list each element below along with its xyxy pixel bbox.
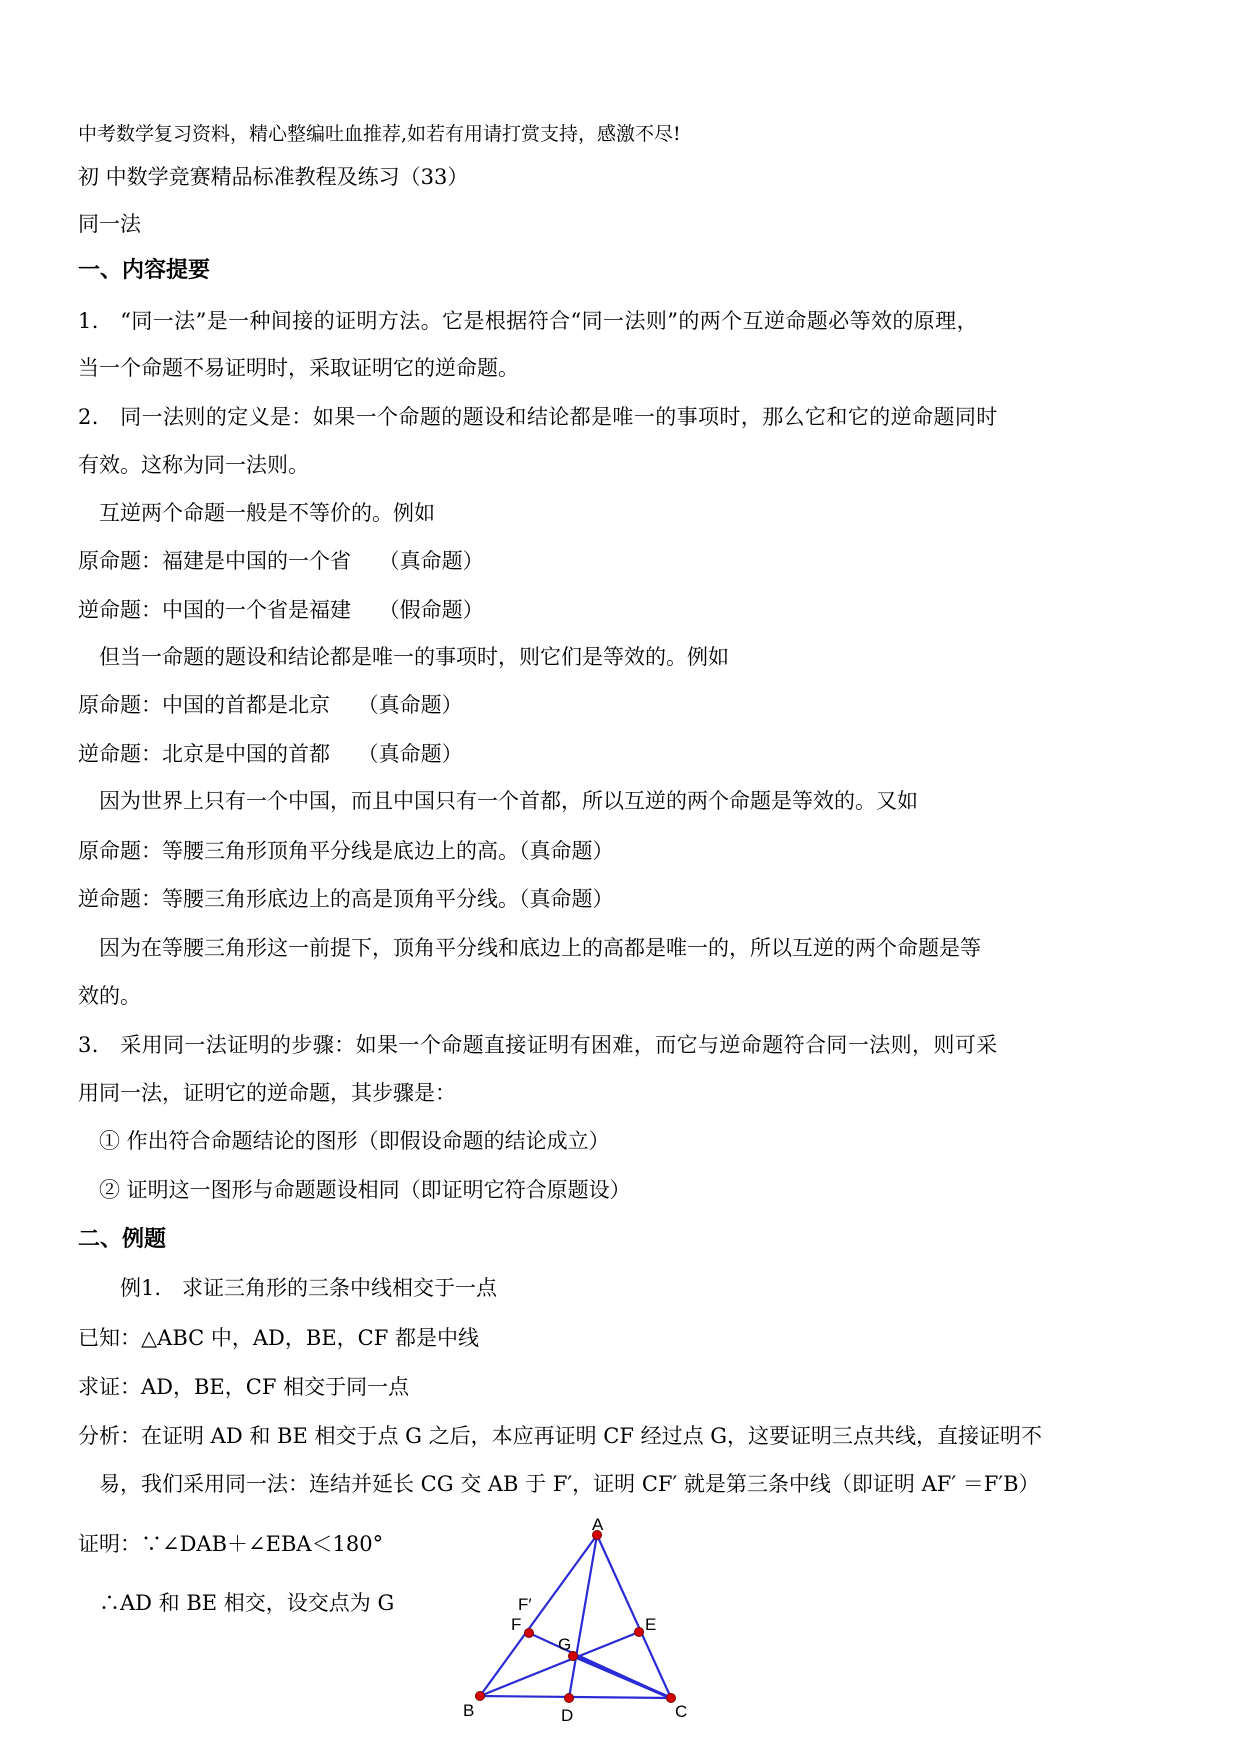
figure-lines xyxy=(480,1535,671,1698)
analysis-line-2: 易，我们采用同一法：连结并延长 CG 交 AB 于 F′，证明 CF′ 就是第三条中线（即证明 AF′ ＝F′B） xyxy=(78,1472,1040,1496)
label-c: C xyxy=(675,1702,688,1721)
label-g: G xyxy=(558,1635,572,1654)
example-2-converse: 逆命题：北京是中国的首都 （真命题） xyxy=(78,742,463,766)
proof-line-2: ∴AD 和 BE 相交，设交点为 G xyxy=(78,1591,395,1615)
section1-heading: 一、内容提要 xyxy=(78,258,211,283)
segment-cg xyxy=(573,1656,671,1698)
example-2-original: 原命题：中国的首都是北京 （真命题） xyxy=(78,693,463,717)
header-note: 中考数学复习资料，精心整编吐血推荐,如若有用请打赏支持，感激不尽! xyxy=(78,123,681,145)
example-1-converse: 逆命题：中国的一个省是福建 （假命题） xyxy=(78,598,484,622)
step-1: ① 作出符合命题结论的图形（即假设命题的结论成立） xyxy=(78,1129,610,1153)
paragraph-2-line-7: 效的。 xyxy=(78,984,141,1008)
course-title: 初 中数学竞赛精品标准教程及练习（33） xyxy=(78,165,469,189)
paragraph-2-line-4: 但当一命题的题设和结论都是唯一的事项时，则它们是等效的。例如 xyxy=(78,645,729,669)
given-statement: 已知：△ABC 中，AD，BE，CF 都是中线 xyxy=(78,1326,479,1350)
paragraph-2-line-5: 因为世界上只有一个中国，而且中国只有一个首都，所以互逆的两个命题是等效的。又如 xyxy=(78,789,918,813)
example-3-original: 原命题：等腰三角形顶角平分线是底边上的高。（真命题） xyxy=(78,839,614,863)
paragraph-1-line-2: 当一个命题不易证明时，采取证明它的逆命题。 xyxy=(78,356,519,380)
side-ac xyxy=(597,1535,671,1698)
label-e: E xyxy=(645,1615,657,1634)
prove-statement: 求证：AD，BE，CF 相交于同一点 xyxy=(78,1375,410,1399)
side-bc xyxy=(480,1696,671,1698)
paragraph-2-line-3: 互逆两个命题一般是不等价的。例如 xyxy=(78,501,435,525)
point-f xyxy=(525,1629,534,1638)
figure-labels xyxy=(463,1518,687,1725)
example-3-converse: 逆命题：等腰三角形底边上的高是顶角平分线。（真命题） xyxy=(78,887,614,911)
section2-heading: 二、例题 xyxy=(78,1227,167,1252)
paragraph-2-line-1: 2. 同一法则的定义是：如果一个命题的题设和结论都是唯一的事项时，那么它和它的逆命题同时 xyxy=(78,405,998,429)
proof-line-1: 证明：∵∠DAB＋∠EBA＜180° xyxy=(78,1532,384,1556)
paragraph-1-line-1: 1. “同一法”是一种间接的证明方法。它是根据符合“同一法则”的两个互逆命题必等效的原理， xyxy=(78,309,978,333)
median-ad xyxy=(569,1535,597,1698)
paragraph-3-line-2: 用同一法，证明它的逆命题，其步骤是： xyxy=(78,1081,456,1105)
analysis-line-1: 分析：在证明 AD 和 BE 相交于点 G 之后，本应再证明 CF 经过点 G，这要证明三点共线，直接证明不 xyxy=(78,1424,1043,1448)
paragraph-2-line-6: 因为在等腰三角形这一前提下，顶角平分线和底边上的高都是唯一的，所以互逆的两个命题是等 xyxy=(78,936,981,960)
example-1-original: 原命题：福建是中国的一个省 （真命题） xyxy=(78,549,484,573)
label-d: D xyxy=(561,1706,574,1725)
label-f: F xyxy=(511,1615,522,1634)
paragraph-3-line-1: 3. 采用同一法证明的步骤：如果一个命题直接证明有困难，而它与逆命题符合同一法则，则可采 xyxy=(78,1033,998,1057)
paragraph-2-line-2: 有效。这称为同一法则。 xyxy=(78,453,309,477)
point-b xyxy=(476,1692,485,1701)
triangle-medians-figure xyxy=(455,1518,715,1748)
point-d xyxy=(565,1694,574,1703)
point-e xyxy=(635,1628,644,1637)
label-b: B xyxy=(463,1701,475,1720)
label-f-prime: F′ xyxy=(518,1595,532,1614)
label-a: A xyxy=(592,1518,604,1534)
step-2: ② 证明这一图形与命题题设相同（即证明它符合原题设） xyxy=(78,1178,631,1202)
example-1-title: 例1. 求证三角形的三条中线相交于一点 xyxy=(78,1276,498,1300)
topic-title: 同一法 xyxy=(78,212,141,236)
